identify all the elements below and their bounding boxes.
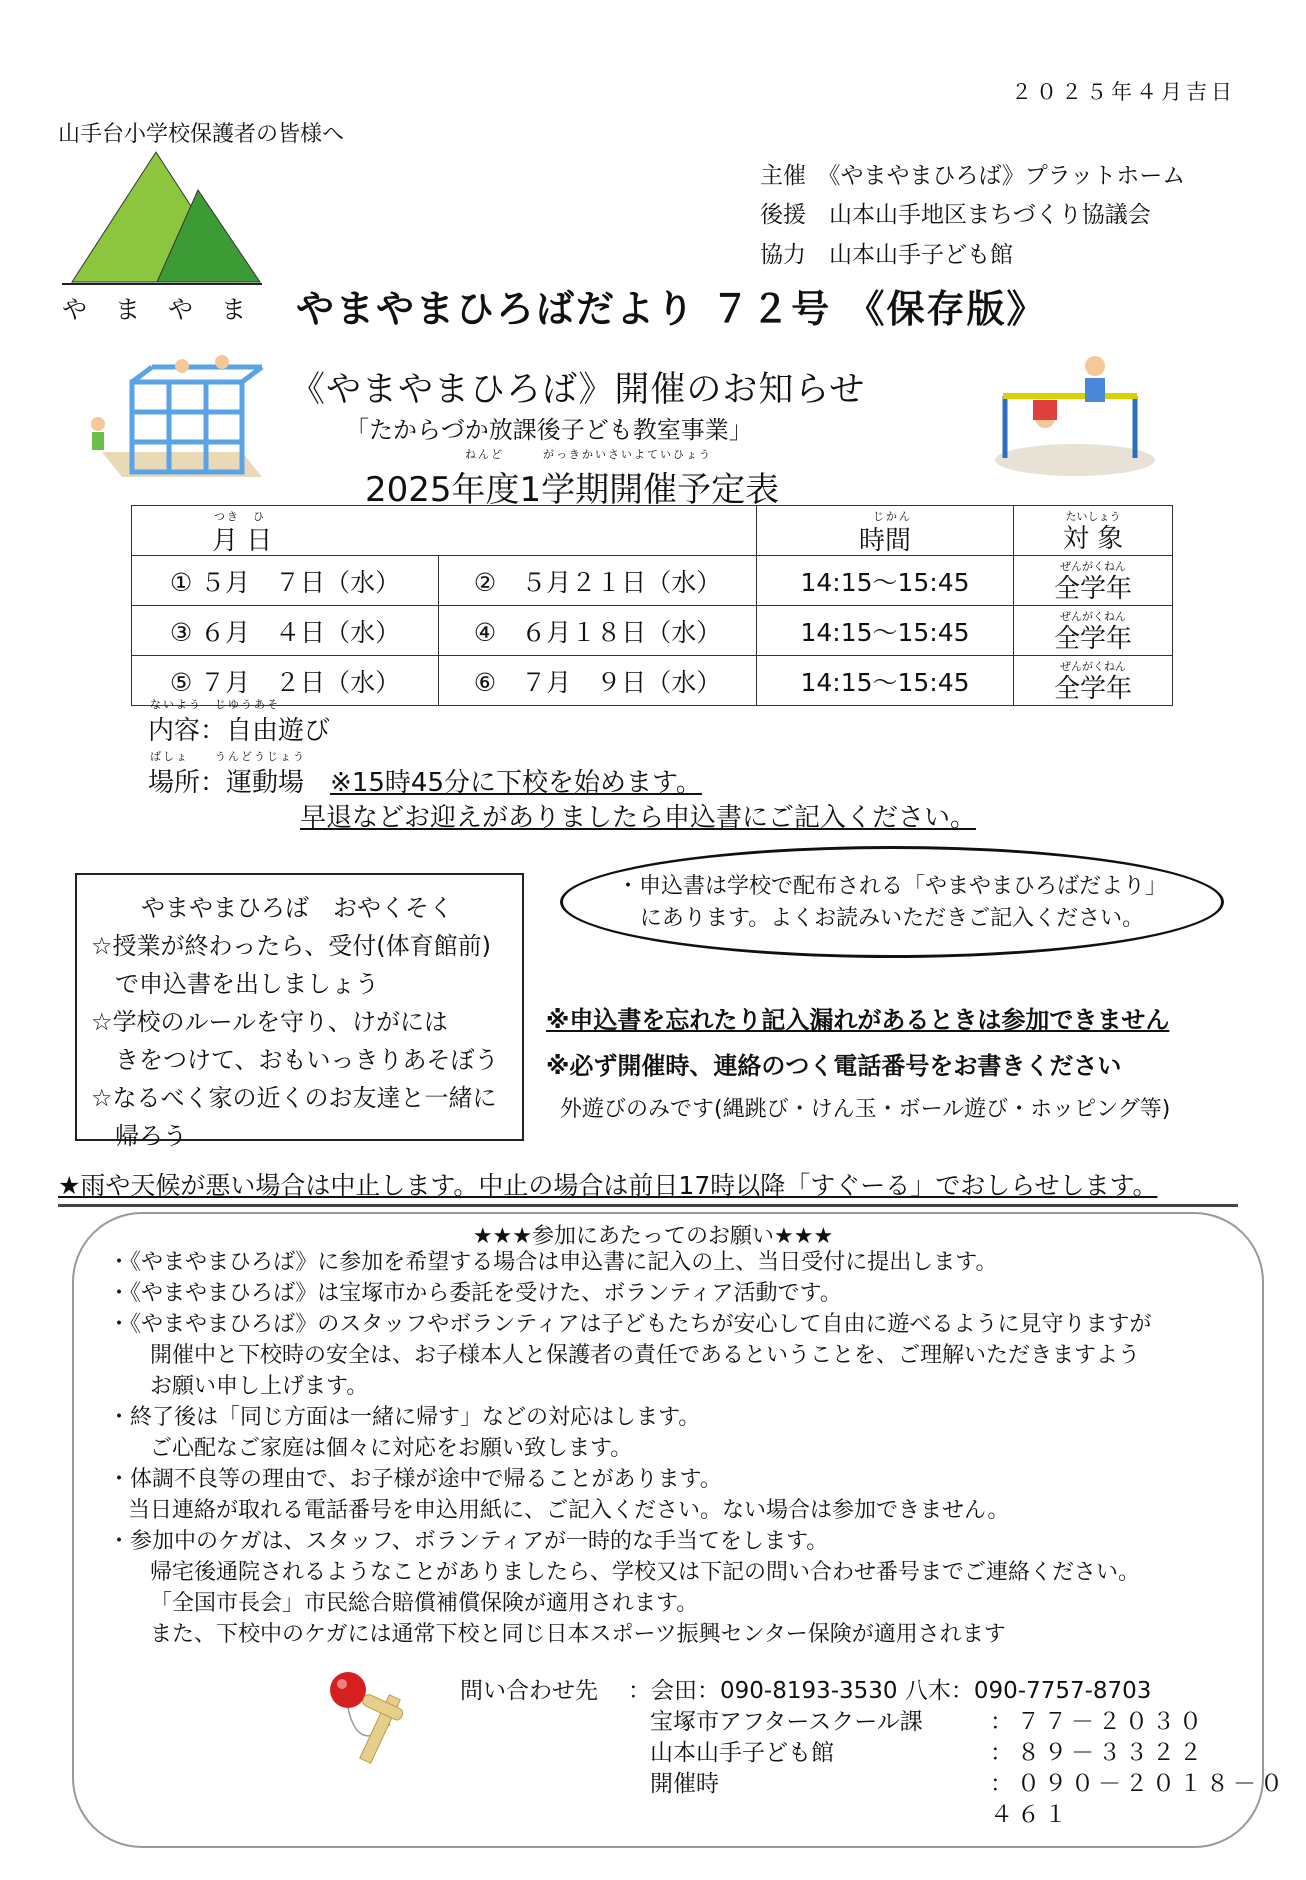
contact-label: 問い合わせ先 xyxy=(460,1678,598,1704)
header-date: 月 日 xyxy=(212,526,273,556)
rule-line: ご心配なご家庭は個々に対応をお願い致します。 xyxy=(150,1436,633,1461)
logo-text: やまやま xyxy=(62,295,275,324)
header-date-ruby: つき ひ xyxy=(214,510,266,523)
newsletter-title: やまやまひろばだより ７２号 《保存版》 xyxy=(296,287,1047,331)
header-time-cell xyxy=(757,506,1014,556)
contact-name: 山本山手子ども館 xyxy=(650,1740,834,1766)
table-row xyxy=(132,606,1173,656)
notice-title: 《やまやまひろば》開催のお知らせ xyxy=(290,370,866,410)
warning-phone: ※必ず開催時、連絡のつく電話番号をお書きください xyxy=(546,1052,1122,1080)
date-cell: ④ ６月１８日（水） xyxy=(439,606,757,656)
target-cell xyxy=(1014,606,1173,656)
contact-number: ：８９－３３２２ xyxy=(990,1740,1206,1766)
rule-line: 当日連絡が取れる電話番号を申込用紙に、ご記入ください。ない場合は参加できません。 xyxy=(128,1498,1010,1523)
rule-line: また、下校中のケガには通常下校と同じ日本スポーツ振興センター保険が適用されます xyxy=(150,1622,1006,1647)
rule-line: 「全国市長会」市民総合賠償補償保険が適用されます。 xyxy=(150,1591,699,1616)
program-name: 「たからづか放課後子ども教室事業」 xyxy=(345,416,753,444)
rule-line: ・《やまやまひろば》は宝塚市から委託を受けた、ボランティア活動です。 xyxy=(108,1281,842,1306)
organizer-cooperation: 協力 山本山手子ども館 xyxy=(760,242,1013,268)
addressee: 山手台小学校保護者の皆様へ xyxy=(58,122,345,147)
contact-number: ：７７－２０３０ xyxy=(990,1709,1206,1735)
table-header-row xyxy=(132,506,1173,556)
date-cell: ② ５月２１日（水） xyxy=(439,556,757,606)
contact-number: ：０９０－２０１８－０４６１ xyxy=(990,1771,1287,1828)
date-cell: ① ５月 ７日（水） xyxy=(132,556,439,606)
rule-line: ・終了後は「同じ方面は一緒に帰す」などの対応はします。 xyxy=(108,1405,701,1430)
speech-bubble xyxy=(560,846,1224,958)
date-cell: ⑤ ７月 ２日（水） xyxy=(132,656,439,706)
rain-cancel-note: ★雨や天候が悪い場合は中止します。中止の場合は前日17時以降「すぐーる」でおしらせします。 xyxy=(58,1166,1238,1207)
rule-line: 帰宅後通院されるようなことがありましたら、学校又は下記の問い合わせ番号までご連絡ください。 xyxy=(150,1560,1141,1585)
target-cell xyxy=(1014,556,1173,606)
header-target-ruby: たいしょう xyxy=(1065,510,1121,523)
rule-line: ・《やまやまひろば》のスタッフやボランティアは子どもたちが安心して自由に遊べるように見守りますが xyxy=(108,1312,1152,1337)
schedule-table xyxy=(131,505,1173,706)
activity-place xyxy=(148,762,702,799)
time-cell: 14:15～15:45 xyxy=(757,606,1014,656)
mountain-logo-icon xyxy=(62,150,262,290)
header-target: 対 象 xyxy=(1062,524,1124,554)
target-ruby: ぜんがくねん xyxy=(1060,610,1126,623)
contact-name: ：会田：090-8193-3530 八木：090-7757-8703 xyxy=(628,1678,1152,1704)
rule-line: 開催中と下校時の安全は、お子様本人と保護者の責任であるということを、ご理解いただきますよう xyxy=(150,1343,1141,1368)
header-date-cell xyxy=(132,506,757,556)
bubble-line: ・申込書は学校で配布される「やまやまひろばだより」 xyxy=(616,874,1167,899)
organizer-support: 後援 山本山手地区まちづくり協議会 xyxy=(760,202,1151,228)
promise-title: やまやまひろば おやくそく xyxy=(141,894,453,922)
time-cell: 14:15～15:45 xyxy=(757,556,1014,606)
rule-line: お願い申し上げます。 xyxy=(150,1374,369,1399)
time-cell: 14:15～15:45 xyxy=(757,656,1014,706)
contact-name: 開催時 xyxy=(650,1771,719,1797)
target-text: 全学年 xyxy=(1053,674,1132,704)
table-row xyxy=(132,656,1173,706)
content-ruby: ないよう じゆうあそ xyxy=(150,698,280,711)
promise-box xyxy=(75,873,524,1150)
rule-line: ・《やまやまひろば》に参加を希望する場合は申込書に記入の上、当日受付に提出します。 xyxy=(108,1250,998,1275)
early-leave-note: 早退などお迎えがありましたら申込書にご記入ください。 xyxy=(300,803,977,833)
promise-line: きをつけて、おもいっきりあそぼう xyxy=(91,1046,499,1074)
date-cell: ⑥ ７月 ９日（水） xyxy=(439,656,757,706)
target-text: 全学年 xyxy=(1053,624,1132,654)
schedule-title-ruby: ねんど がっきかいさいよていひょう xyxy=(465,448,712,461)
promise-line: ☆学校のルールを守り、けがには xyxy=(91,1008,449,1036)
rules-list xyxy=(108,1247,1151,1650)
table-row xyxy=(132,556,1173,606)
promise-line: 帰ろう xyxy=(91,1122,187,1150)
jungle-gym-icon xyxy=(82,352,272,492)
target-cell xyxy=(1014,656,1173,706)
target-text: 全学年 xyxy=(1053,574,1132,604)
contact-name: 宝塚市アフタースクール課 xyxy=(650,1709,923,1735)
outdoor-only-note: 外遊びのみです(縄跳び・けん玉・ボール遊び・ホッピング等) xyxy=(560,1097,1171,1122)
header-target-cell xyxy=(1014,506,1173,556)
place-ruby: ばしょ うんどうじょう xyxy=(150,750,306,763)
rule-line: ・参加中のケガは、スタッフ、ボランティアが一時的な手当てをします。 xyxy=(108,1529,829,1554)
rule-line: ・体調不良等の理由で、お子様が途中で帰ることがあります。 xyxy=(108,1467,722,1492)
target-ruby: ぜんがくねん xyxy=(1060,560,1126,573)
organizer-host: 主催 《やまやまひろば》プラットホーム xyxy=(760,163,1186,189)
warning-application: ※申込書を忘れたり記入漏れがあるときは参加できません xyxy=(546,1006,1170,1034)
contact-block xyxy=(460,1676,1306,1831)
header-time: 時間 xyxy=(858,526,911,556)
promise-line: ☆なるべく家の近くのお友達と一緒に xyxy=(91,1084,497,1112)
activity-content: 内容：自由遊び xyxy=(148,716,331,746)
rules-title: ★★★参加にあたってのお願い★★★ xyxy=(472,1224,834,1249)
promise-line: で申込書を出しましょう xyxy=(91,970,379,998)
target-ruby: ぜんがくねん xyxy=(1060,660,1126,673)
dismissal-note: ※15時45分に下校を始めます。 xyxy=(330,768,702,798)
issue-date: ２０２５年４月吉日 xyxy=(1011,80,1236,104)
promise-line: ☆授業が終わったら、受付(体育館前) xyxy=(91,932,492,960)
schedule-title: 2025年度1学期開催予定表 xyxy=(365,470,780,510)
kendama-icon xyxy=(318,1664,418,1774)
place-label: 場所：運動場 xyxy=(148,768,305,798)
contact-table xyxy=(460,1676,1306,1831)
iron-bar-icon xyxy=(985,348,1155,478)
date-cell: ③ ６月 ４日（水） xyxy=(132,606,439,656)
bubble-line: にあります。よくお読みいただきご記入ください。 xyxy=(639,906,1145,931)
header-time-ruby: じかん xyxy=(873,510,912,523)
